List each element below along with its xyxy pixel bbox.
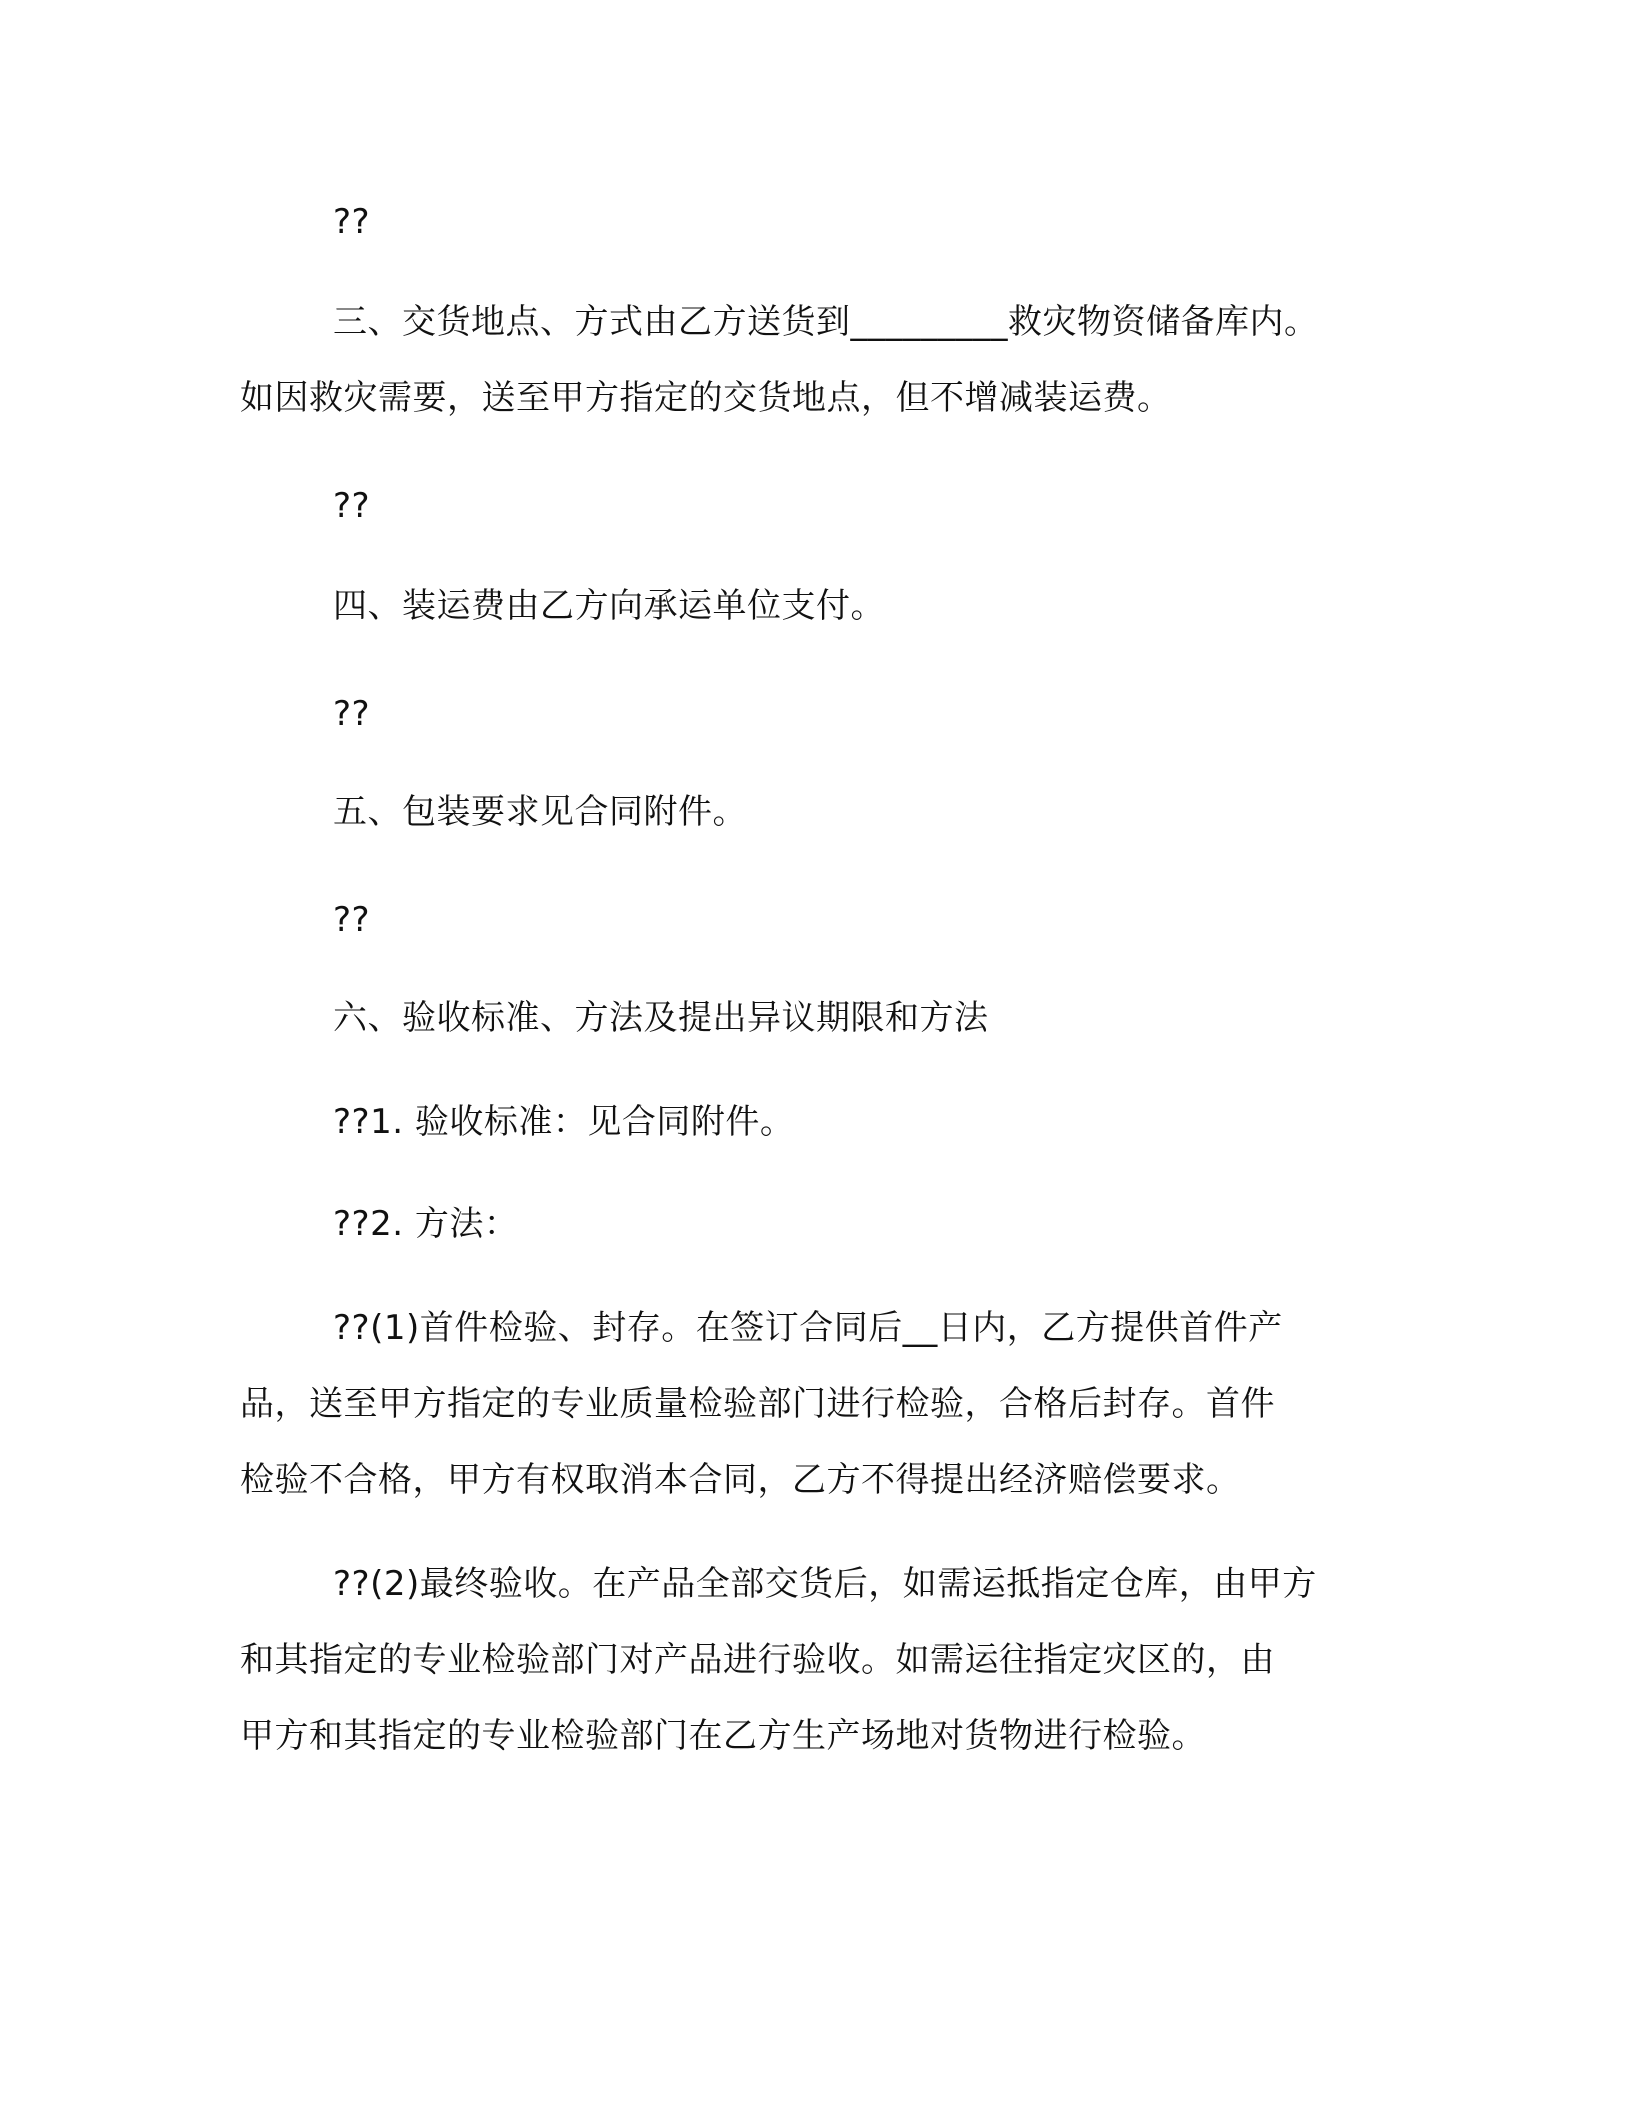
clause-6-heading: 六、验收标准、方法及提出异议期限和方法 [333, 998, 989, 1038]
clause-6-item-2: ??2. 方法： [333, 1204, 519, 1244]
subitem-2-line-2: 和其指定的专业检验部门对产品进行验收。如需运往指定灾区的，由 [240, 1640, 1275, 1680]
subitem-2-line-1: ??(2)最终验收。在产品全部交货后，如需运抵指定仓库，由甲方 [333, 1564, 1317, 1604]
placeholder-line: ?? [333, 202, 371, 242]
subitem-1-line-1: ??(1)首件检验、封存。在签订合同后__日内，乙方提供首件产 [333, 1308, 1283, 1348]
clause-3-line-1: 三、交货地点、方式由乙方送货到_________救灾物资储备库内。 [333, 302, 1319, 342]
subitem-1-line-2: 品，送至甲方指定的专业质量检验部门进行检验，合格后封存。首件 [240, 1384, 1275, 1424]
placeholder-line: ?? [333, 900, 371, 940]
subitem-2-line-3: 甲方和其指定的专业检验部门在乙方生产场地对货物进行检验。 [240, 1716, 1206, 1756]
placeholder-line: ?? [333, 694, 371, 734]
clause-6-item-1: ??1. 验收标准：见合同附件。 [333, 1102, 795, 1142]
clause-4: 四、装运费由乙方向承运单位支付。 [333, 586, 885, 626]
clause-3-line-2: 如因救灾需要，送至甲方指定的交货地点，但不增减装运费。 [240, 378, 1172, 418]
clause-5: 五、包装要求见合同附件。 [333, 792, 747, 832]
placeholder-line: ?? [333, 486, 371, 526]
subitem-1-line-3: 检验不合格，甲方有权取消本合同，乙方不得提出经济赔偿要求。 [240, 1460, 1241, 1500]
